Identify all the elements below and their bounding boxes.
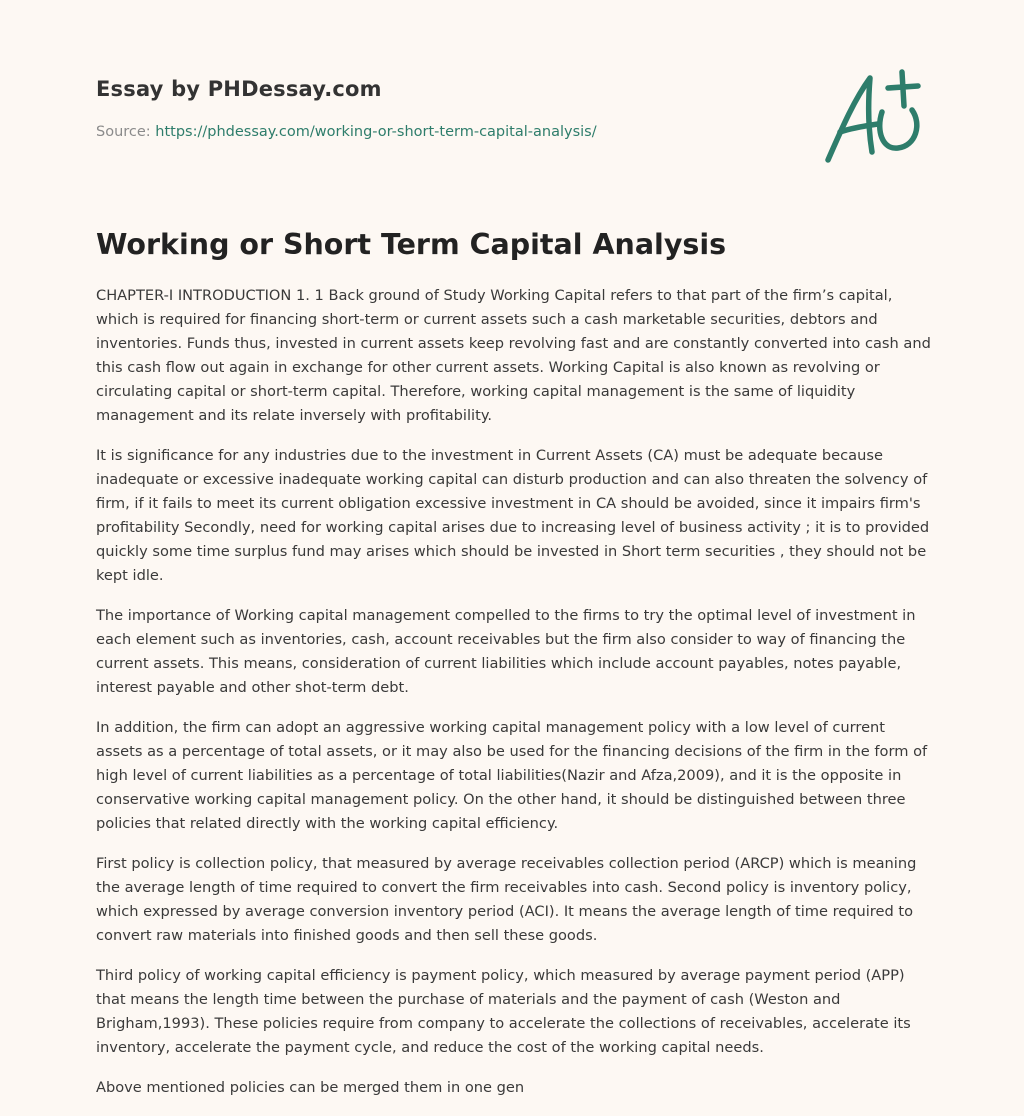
paragraph: Above mentioned policies can be merged them in one gen [96, 1079, 525, 1096]
paragraph: CHAPTER-I INTRODUCTION 1. 1 Back ground of Study Working Capital refers to that part of the firm’s capital, which is required for financing short-term or current assets such a cash marketable securities, debtors and inventories. Funds thus, invested in current assets keep revolving fast and are constantly converted into cash and this cash flow out again in exchange for other current assets. Working Capital is also known as revolving or circulating capital or short-term capital. Therefore, working capital management is the same of liquidity management and its relate inversely with profitability. [96, 287, 931, 424]
paragraph: Third policy of working capital efficiency is payment policy, which measured by average payment period (APP) that means the length time between the purchase of materials and the payment of cash (Weston and Brigham,1993). These policies require from company to accelerate the collections of receivables, accelerate its inventory, accelerate the payment cycle, and reduce the cost of the working capital needs. [96, 967, 911, 1056]
essay-body [96, 284, 934, 1116]
brand-name: Essay by PHDessay.com [96, 77, 382, 101]
essay-header [96, 0, 932, 180]
source-label: Source: [96, 124, 151, 140]
paragraph: In addition, the firm can adopt an aggressive working capital management policy with a low level of current assets as a percentage of total assets, or it may also be used for the financing decisions of the firm in the form of high level of current liabilities as a percentage of total liabilities(Nazir and Afza,2009), and it is the opposite in conservative working capital management policy. On the other hand, it should be distinguished between three policies that related directly with the working capital efficiency. [96, 719, 928, 832]
paragraph: The importance of Working capital management compelled to the firms to try the optimal level of investment in each element such as inventories, cash, account receivables but the firm also consider to way of financing the current assets. This means, consideration of current liabilities which include account payables, notes payable, interest payable and other shot-term debt. [96, 607, 916, 696]
paragraph: First policy is collection policy, that measured by average receivables collection period (ARCP) which is meaning the average length of time required to convert the firm receivables into cash. Second policy is inventory policy, which expressed by average conversion inventory period (ACI). It means the average length of time required to convert raw materials into finished goods and then sell these goods. [96, 855, 917, 944]
source-line [96, 124, 597, 140]
essay-title: Working or Short Term Capital Analysis [96, 228, 727, 261]
source-link[interactable]: https://phdessay.com/working-or-short-term-capital-analysis/ [155, 124, 597, 140]
paragraph: It is significance for any industries due to the investment in Current Assets (CA) must be adequate because inadequate or excessive inadequate working capital can disturb production and can also threaten the solvency of firm, if it fails to meet its current obligation excessive investment in CA should be avoided, since it impairs firm's profitability Secondly, need for working capital arises due to increasing level of business activity ; it is to provided quickly some time surplus fund may arises which should be invested in Short term securities , they should not be kept idle. [96, 447, 930, 584]
a-plus-logo-icon [818, 66, 928, 166]
